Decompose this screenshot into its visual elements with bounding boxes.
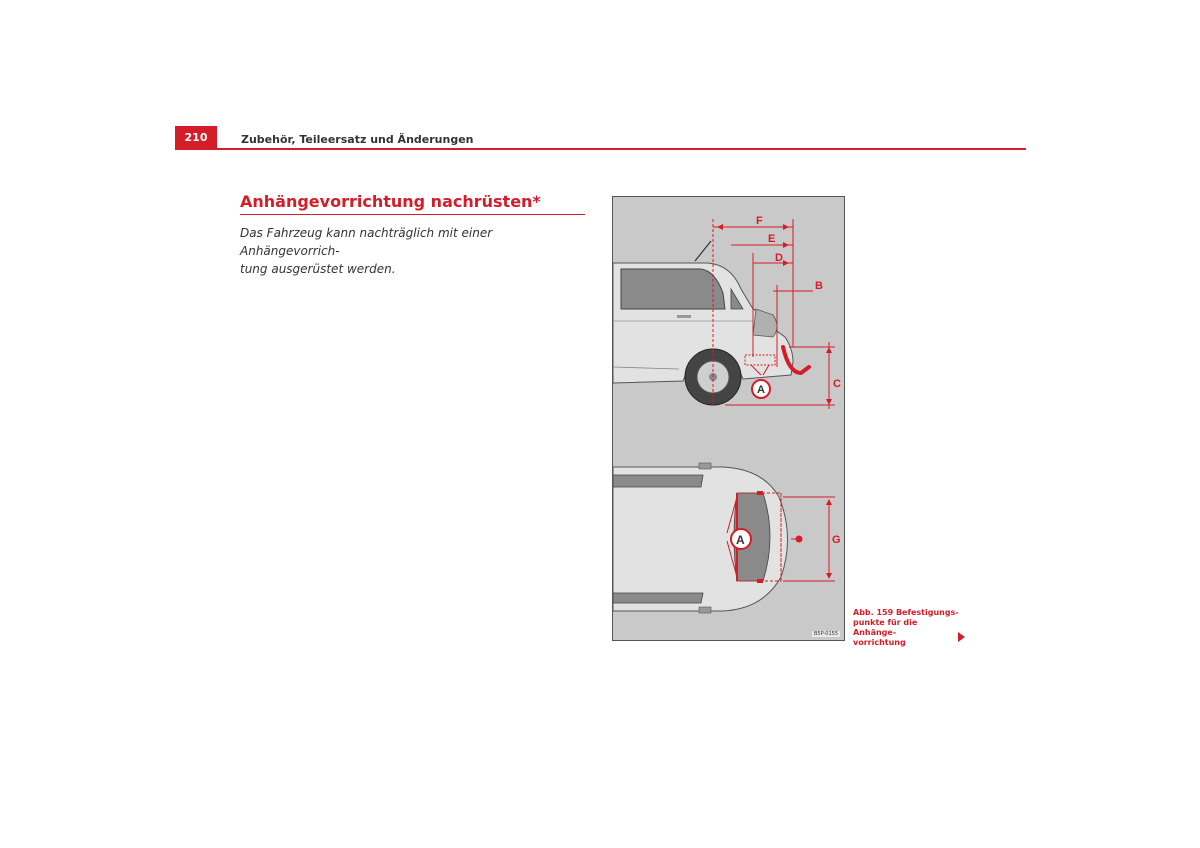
figure-code: B5P-0155 (813, 631, 838, 637)
section-title: Anhängevorrichtung nachrüsten* (240, 192, 541, 211)
page-number: 210 (175, 126, 217, 148)
intro-text (240, 224, 585, 278)
figure-drawing (613, 197, 845, 641)
label-f: F (756, 215, 763, 227)
continue-arrow-icon (958, 632, 965, 642)
label-a-top: A (736, 533, 745, 547)
header-rule (175, 148, 1026, 150)
caption-line-1: Abb. 159 Befestigungs- (853, 608, 959, 617)
running-title: Zubehör, Teileersatz und Änderungen (241, 133, 474, 146)
car-top-view (613, 463, 788, 613)
label-d: D (775, 252, 783, 264)
title-rule (240, 214, 585, 215)
label-a-side: A (757, 384, 765, 396)
label-c: C (833, 378, 841, 390)
caption-line-2: punkte für die Anhänge- (853, 618, 918, 637)
figure-caption (853, 608, 963, 648)
tow-hitch-figure (612, 196, 845, 641)
caption-line-3: vorrichtung (853, 638, 906, 647)
label-g: G (832, 534, 841, 546)
label-e: E (768, 233, 776, 245)
intro-line-2: tung ausgerüstet werden. (240, 262, 396, 276)
label-b: B (815, 280, 823, 292)
intro-line-1: Das Fahrzeug kann nachträglich mit einer Anhängevorrich- (240, 226, 493, 258)
